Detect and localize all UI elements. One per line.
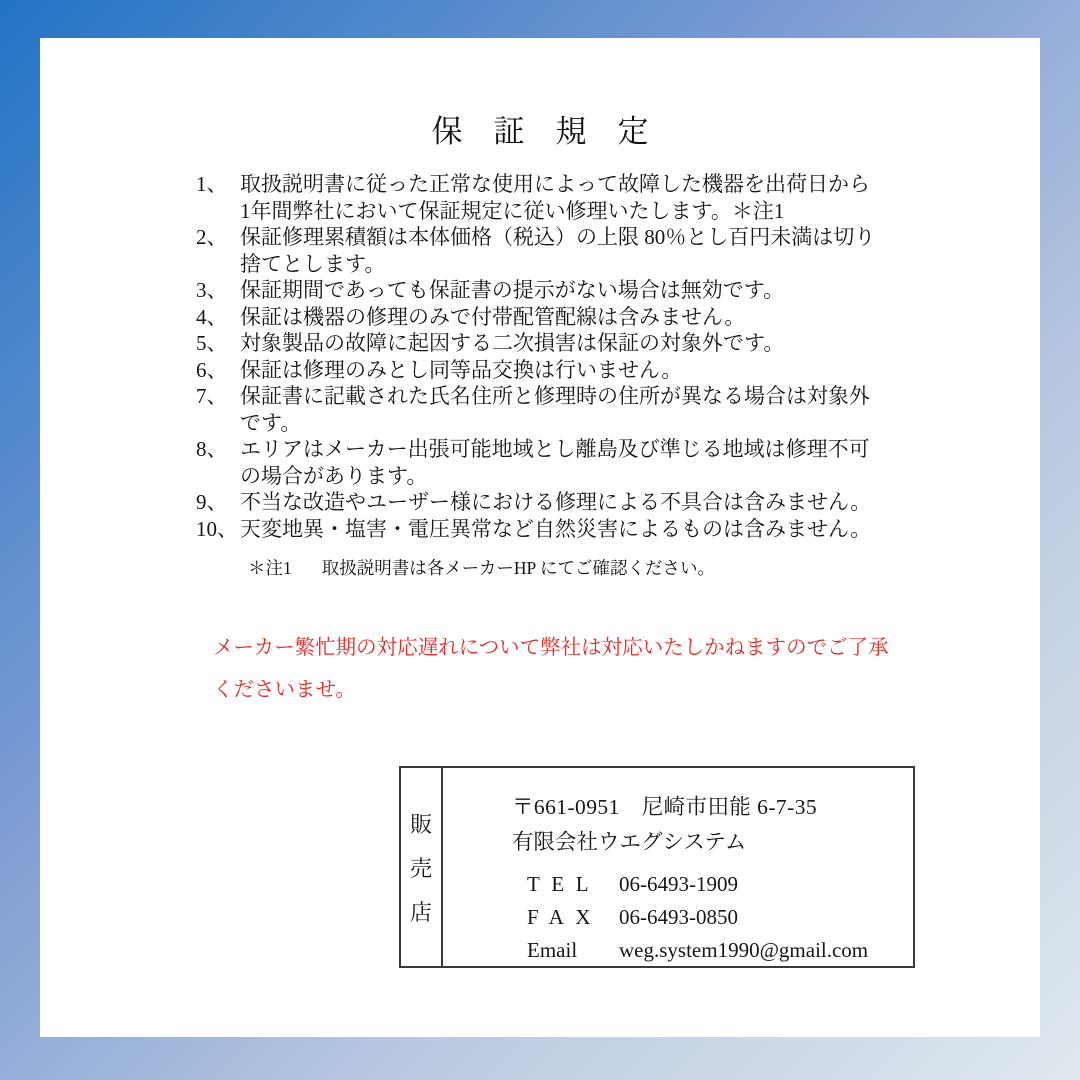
term-item <box>196 304 896 331</box>
warranty-document <box>40 38 1040 1037</box>
term-number: 5、 <box>196 331 228 355</box>
term-number: 8、 <box>196 437 228 461</box>
term-text: エリアはメーカー出張可能地域とし離島及び準じる地域は修理不可の場合があります。 <box>240 437 870 488</box>
term-text: 保証は修理のみとし同等品交換は行いません。 <box>240 357 683 382</box>
footnote <box>248 555 1040 580</box>
dealer-label-char: 販 <box>409 811 432 837</box>
tel-label: TEL <box>527 872 601 896</box>
term-text: 保証書に記載された氏名住所と修理時の住所が異なる場合は対象外です。 <box>240 384 870 435</box>
term-number: 4、 <box>196 304 228 329</box>
document-title: 保証規定 <box>431 114 680 149</box>
term-item <box>196 383 896 436</box>
footnote-text: 取扱説明書は各メーカーHP にてご確認ください。 <box>321 558 715 578</box>
dealer-email-row <box>527 938 913 963</box>
dealer-address: 〒661-0951 尼崎市田能 6-7-35 <box>512 795 818 819</box>
term-item <box>196 357 896 384</box>
email-label: Email <box>527 938 578 962</box>
term-number: 3、 <box>196 278 228 302</box>
terms-list <box>196 171 896 542</box>
notice-line: メーカー繁忙期の対応遅れについて弊社は対応いたしかねますのでご了承 <box>213 637 889 659</box>
term-item <box>196 516 896 543</box>
term-text: 天変地異・塩害・電圧異常など自然災害によるものは含みません。 <box>240 516 872 541</box>
dealer-box <box>399 766 915 968</box>
footnote-label: ＊注1 <box>248 558 292 578</box>
tel-value: 06-6493-1909 <box>619 872 738 896</box>
email-value: weg.system1990@gmail.com <box>619 938 869 962</box>
term-number: 10、 <box>196 516 238 541</box>
term-item <box>196 436 896 489</box>
fax-value: 06-6493-0850 <box>619 905 738 929</box>
dealer-label-char: 店 <box>409 899 432 925</box>
dealer-company: 有限会社ウエグシステム <box>512 830 747 854</box>
dealer-label <box>401 768 443 966</box>
dealer-info <box>443 768 913 966</box>
term-number: 1、 <box>196 172 228 196</box>
term-number: 2、 <box>196 225 228 249</box>
term-text: 取扱説明書に従った正常な使用によって故障した機器を出荷日から1年間弊社において保証規定に従い修理いたします。＊注1 <box>240 172 870 223</box>
term-item <box>196 330 896 357</box>
term-text: 保証期間であっても保証書の提示がない場合は無効です。 <box>240 278 785 302</box>
notice-line: くださいませ。 <box>213 679 356 701</box>
dealer-tel-row <box>527 872 913 897</box>
term-item <box>196 277 896 304</box>
term-text: 保証は機器の修理のみで付帯配管配線は含みません。 <box>240 304 746 329</box>
term-item <box>196 224 896 277</box>
term-number: 9、 <box>196 490 228 514</box>
dealer-label-char: 売 <box>409 855 432 881</box>
term-text: 保証修理累積額は本体価格（税込）の上限 80％とし百円未満は切り捨てとします。 <box>240 225 876 276</box>
term-text: 対象製品の故障に起因する二次損害は保証の対象外です。 <box>240 331 785 355</box>
term-item <box>196 489 896 516</box>
term-number: 7、 <box>196 384 228 408</box>
term-text: 不当な改造やユーザー様における修理による不具合は含みません。 <box>240 490 872 514</box>
fax-label: FAX <box>527 905 603 929</box>
dealer-fax-row <box>527 905 913 930</box>
busy-period-notice <box>213 636 1040 702</box>
term-item <box>196 171 896 224</box>
term-number: 6、 <box>196 357 228 382</box>
